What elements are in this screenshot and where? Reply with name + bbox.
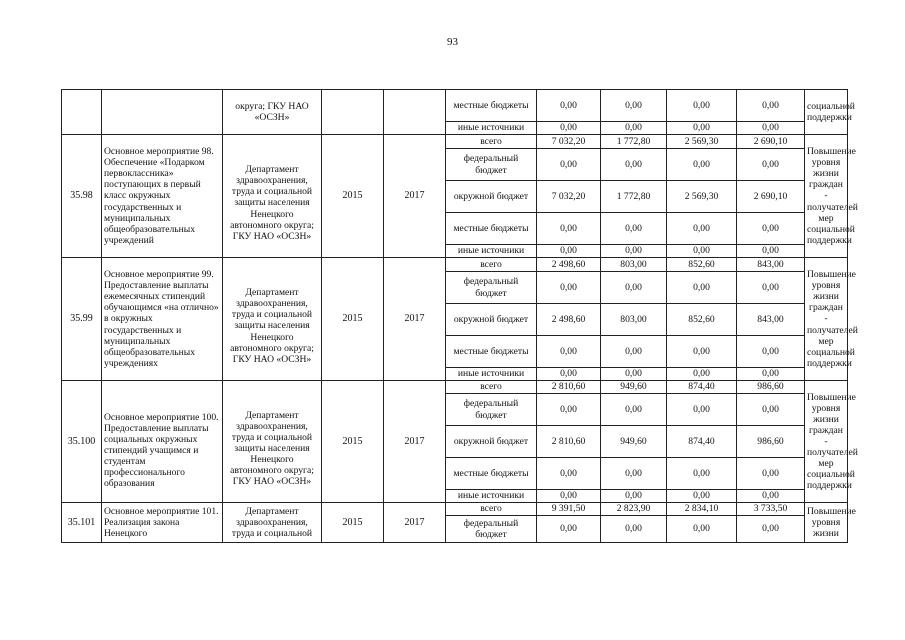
row-result: Повышение уровня жизни [805,503,848,543]
value-total: 0,00 [537,149,601,181]
source-label: местные бюджеты [446,90,537,122]
row-year-start: 2015 [322,258,384,381]
value-2017: 0,00 [737,336,805,368]
value-total: 0,00 [537,336,601,368]
source-label: федеральный бюджет [446,272,537,304]
source-label: всего [446,381,537,394]
source-label: федеральный бюджет [446,149,537,181]
value-2015: 0,00 [601,272,667,304]
value-2016: 0,00 [667,368,737,381]
value-2015: 0,00 [601,458,667,490]
source-label: местные бюджеты [446,458,537,490]
source-label: окружной бюджет [446,426,537,458]
value-2017: 0,00 [737,245,805,258]
row-executor: Департамент здравоохранения, труда и социальной защиты населения Ненецкого автономного округа; ГКУ НАО «ОСЗН» [223,381,322,503]
table-row [62,381,848,394]
value-2017: 0,00 [737,90,805,122]
value-total: 0,00 [537,458,601,490]
value-total: 0,00 [537,394,601,426]
value-2016: 0,00 [667,272,737,304]
value-2015: 1 772,80 [601,181,667,213]
value-2017: 0,00 [737,122,805,135]
value-total: 7 032,20 [537,135,601,149]
source-label: всего [446,503,537,516]
value-2017: 986,60 [737,381,805,394]
value-total: 0,00 [537,368,601,381]
row-year-end [384,90,446,135]
value-total: 0,00 [537,213,601,245]
row-name: Основное мероприятие 101. Реализация закона Ненецкого [102,503,223,543]
value-total: 2 498,60 [537,304,601,336]
row-code: 35.101 [62,503,102,543]
row-code: 35.98 [62,135,102,258]
value-2016: 0,00 [667,458,737,490]
value-2015: 949,60 [601,426,667,458]
value-2015: 2 823,90 [601,503,667,516]
row-executor: Департамент здравоохранения, труда и социальной [223,503,322,543]
value-2015: 0,00 [601,516,667,543]
row-year-start: 2015 [322,135,384,258]
table-row [62,503,848,516]
row-code: 35.100 [62,381,102,503]
row-year-end: 2017 [384,135,446,258]
value-2016: 0,00 [667,90,737,122]
source-label: иные источники [446,245,537,258]
value-2016: 0,00 [667,490,737,503]
value-2017: 843,00 [737,258,805,272]
value-2015: 0,00 [601,213,667,245]
value-2015: 0,00 [601,394,667,426]
value-2017: 2 690,10 [737,181,805,213]
row-code: 35.99 [62,258,102,381]
row-year-end: 2017 [384,381,446,503]
value-2017: 0,00 [737,213,805,245]
value-2016: 2 569,30 [667,181,737,213]
value-total: 0,00 [537,490,601,503]
row-year-end: 2017 [384,258,446,381]
source-label: иные источники [446,122,537,135]
value-total: 0,00 [537,245,601,258]
value-2015: 1 772,80 [601,135,667,149]
value-total: 0,00 [537,516,601,543]
source-label: местные бюджеты [446,213,537,245]
source-label: всего [446,135,537,149]
value-2017: 0,00 [737,490,805,503]
value-2015: 0,00 [601,490,667,503]
page-number: 93 [447,36,458,48]
row-year-start: 2015 [322,503,384,543]
value-2017: 0,00 [737,516,805,543]
row-executor: Департамент здравоохранения, труда и социальной защиты населения Ненецкого автономного округа; ГКУ НАО «ОСЗН» [223,135,322,258]
value-2016: 874,40 [667,426,737,458]
row-name: Основное мероприятие 99. Предоставление выплаты ежемесячных стипендий обучающимся «на отлично» в окружных государственных и муниципальных общеобразовательных учреждениях [102,258,223,381]
value-2015: 0,00 [601,90,667,122]
source-label: всего [446,258,537,272]
value-2017: 843,00 [737,304,805,336]
row-code [62,90,102,135]
value-total: 0,00 [537,272,601,304]
value-total: 7 032,20 [537,181,601,213]
value-2017: 0,00 [737,458,805,490]
value-2016: 0,00 [667,149,737,181]
source-label: окружной бюджет [446,304,537,336]
value-2015: 803,00 [601,304,667,336]
value-2015: 0,00 [601,245,667,258]
row-result: Повышение уровня жизни граждан - получателей мер социальной поддержки [805,381,848,503]
row-year-end: 2017 [384,503,446,543]
row-name [102,90,223,135]
value-2015: 0,00 [601,336,667,368]
value-2017: 2 690,10 [737,135,805,149]
value-2017: 0,00 [737,394,805,426]
value-total: 9 391,50 [537,503,601,516]
source-label: местные бюджеты [446,336,537,368]
source-label: федеральный бюджет [446,516,537,543]
value-2017: 0,00 [737,272,805,304]
source-label: иные источники [446,368,537,381]
value-total: 2 498,60 [537,258,601,272]
value-2016: 0,00 [667,245,737,258]
table-row [62,258,848,272]
value-2016: 2 569,30 [667,135,737,149]
source-label: иные источники [446,490,537,503]
value-2016: 0,00 [667,213,737,245]
row-year-start [322,90,384,135]
table-row [62,90,848,122]
row-result: социальной поддержки [805,90,848,135]
value-2016: 0,00 [667,516,737,543]
row-name: Основное мероприятие 98. Обеспечение «Подарком первоклассника» поступающих в первый класс окружных государственных и муниципальных общеобразовательных учреждений [102,135,223,258]
row-year-start: 2015 [322,381,384,503]
value-2015: 0,00 [601,149,667,181]
value-2015: 803,00 [601,258,667,272]
value-2017: 3 733,50 [737,503,805,516]
budget-table [61,89,858,543]
value-2016: 852,60 [667,304,737,336]
value-2017: 0,00 [737,368,805,381]
value-2016: 0,00 [667,394,737,426]
value-2016: 852,60 [667,258,737,272]
row-executor: Департамент здравоохранения, труда и социальной защиты населения Ненецкого автономного округа; ГКУ НАО «ОСЗН» [223,258,322,381]
value-2017: 986,60 [737,426,805,458]
value-2017: 0,00 [737,149,805,181]
value-2015: 949,60 [601,381,667,394]
source-label: окружной бюджет [446,181,537,213]
row-result: Повышение уровня жизни граждан - получателей мер социальной поддержки [805,135,848,258]
value-total: 2 810,60 [537,426,601,458]
row-name: Основное мероприятие 100. Предоставление выплаты социальных окружных стипендий учащимся и студентам профессионального образования [102,381,223,503]
value-total: 2 810,60 [537,381,601,394]
value-2016: 0,00 [667,122,737,135]
value-2016: 0,00 [667,336,737,368]
value-2015: 0,00 [601,122,667,135]
row-result: Повышение уровня жизни граждан - получателей мер социальной поддержки [805,258,848,381]
table-row [62,135,848,149]
value-2015: 0,00 [601,368,667,381]
value-2016: 2 834,10 [667,503,737,516]
source-label: федеральный бюджет [446,394,537,426]
value-total: 0,00 [537,122,601,135]
value-total: 0,00 [537,90,601,122]
row-executor: округа; ГКУ НАО «ОСЗН» [223,90,322,135]
value-2016: 874,40 [667,381,737,394]
